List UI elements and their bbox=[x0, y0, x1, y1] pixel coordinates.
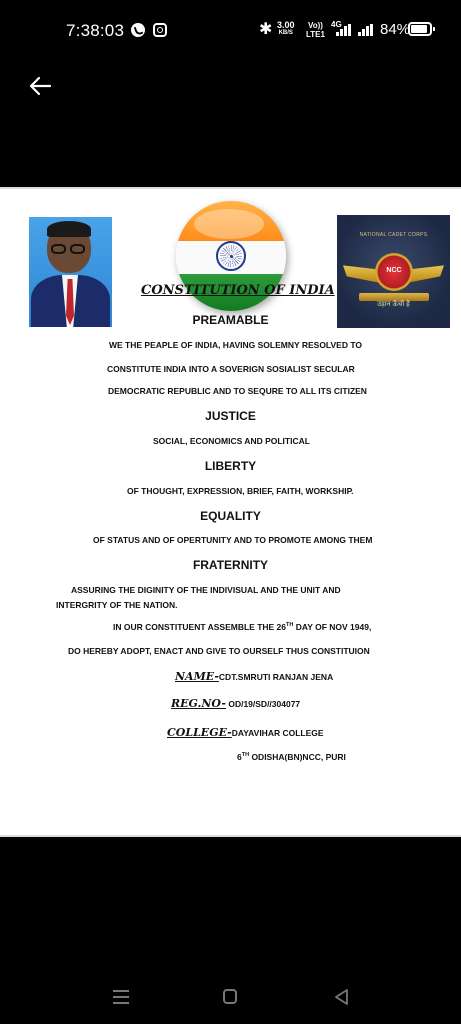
nav-back-button[interactable] bbox=[330, 985, 354, 1009]
network-speed-value: 3.00 bbox=[277, 20, 295, 30]
equality-text: OF STATUS AND OF OPERTUNITY AND TO PROMOTE AMONG THEM bbox=[93, 535, 373, 545]
network-type: 4G bbox=[331, 20, 342, 29]
ncc-logo bbox=[337, 215, 450, 328]
reg-value: OD/19/SD//304077 bbox=[225, 699, 301, 709]
intro-line-2: CONSTITUTE INDIA INTO A SOVERIGN SOSIALIST SECULAR bbox=[107, 364, 355, 374]
reg-label: REG.NO- bbox=[171, 697, 226, 710]
college-value: DAYAVIHAR COLLEGE bbox=[231, 728, 324, 738]
whatsapp-icon bbox=[131, 23, 145, 37]
unit-num: 6 bbox=[237, 752, 242, 762]
network-speed bbox=[277, 21, 295, 37]
status-bar bbox=[0, 0, 461, 60]
ncc-top-text: NATIONAL CADET CORPS bbox=[359, 232, 428, 238]
unit-text: ODISHA(BN)NCC, PURI bbox=[249, 752, 346, 762]
liberty-heading: LIBERTY bbox=[204, 459, 257, 473]
college-label: COLLEGE- bbox=[167, 726, 232, 739]
arrow-left-icon bbox=[26, 72, 56, 100]
equality-heading: EQUALITY bbox=[200, 509, 261, 523]
recent-apps-button[interactable] bbox=[109, 985, 133, 1009]
ambedkar-portrait bbox=[29, 217, 112, 327]
unit-row bbox=[237, 752, 346, 762]
name-label: NAME- bbox=[175, 670, 219, 683]
instagram-icon bbox=[153, 23, 167, 37]
assembly-before: IN OUR CONSTITUENT ASSEMBLE THE 26 bbox=[113, 622, 287, 632]
college-row bbox=[167, 726, 324, 739]
signal-icon-2 bbox=[358, 24, 374, 36]
assembly-after: DAY OF NOV 1949, bbox=[293, 622, 372, 632]
navigation-bar bbox=[0, 975, 461, 1020]
intro-line-3: DEMOCRATIC REPUBLIC AND TO SEQURE TO ALL ITS CITIZEN bbox=[108, 386, 367, 396]
home-button[interactable] bbox=[218, 985, 242, 1009]
preamble-heading: PREAMABLE bbox=[192, 313, 269, 327]
reg-row bbox=[171, 697, 300, 710]
ncc-emblem-text: NCC bbox=[386, 267, 402, 274]
back-button[interactable] bbox=[26, 72, 56, 100]
justice-text: SOCIAL, ECONOMICS AND POLITICAL bbox=[153, 436, 310, 446]
fraternity-heading: FRATERNITY bbox=[192, 558, 269, 572]
intro-line-1: WE THE PEAPLE OF INDIA, HAVING SOLEMNY RESOLVED TO bbox=[109, 340, 362, 350]
ashoka-chakra-icon bbox=[216, 241, 246, 271]
volte-top: Vo)) bbox=[308, 21, 323, 30]
battery-icon bbox=[408, 22, 432, 36]
name-value: CDT.SMRUTI RANJAN JENA bbox=[218, 672, 334, 682]
unit-sup: TH bbox=[241, 752, 250, 759]
volte-bottom: LTE1 bbox=[306, 30, 325, 39]
name-row bbox=[175, 670, 333, 683]
volte-indicator bbox=[306, 21, 325, 39]
ncc-motto: उड़ान ऊँची है bbox=[377, 301, 410, 308]
ncc-emblem bbox=[375, 253, 413, 291]
assembly-line bbox=[113, 622, 371, 632]
signal-icon bbox=[336, 24, 352, 36]
network-speed-unit: KB/S bbox=[278, 30, 293, 36]
nav-back-icon bbox=[330, 985, 354, 1009]
justice-heading: JUSTICE bbox=[205, 409, 256, 423]
fraternity-line-2: INTERGRITY OF THE NATION. bbox=[56, 600, 178, 610]
document-title: CONSTITUTION OF INDIA bbox=[141, 283, 335, 298]
assembly-sup: TH bbox=[286, 622, 294, 629]
fraternity-line-1: ASSURING THE DIGINITY OF THE INDIVISUAL AND THE UNIT AND bbox=[71, 585, 341, 595]
status-time: 7:38:03 bbox=[66, 21, 125, 40]
preamble-image[interactable] bbox=[0, 187, 461, 837]
adopt-line: DO HEREBY ADOPT, ENACT AND GIVE TO OURSELF THUS CONSTITUION bbox=[68, 646, 370, 656]
bluetooth-icon: ✱ bbox=[259, 21, 273, 38]
battery-percent: 84% bbox=[380, 21, 411, 38]
liberty-text: OF THOUGHT, EXPRESSION, BRIEF, FAITH, WORKSHIP. bbox=[127, 486, 354, 496]
